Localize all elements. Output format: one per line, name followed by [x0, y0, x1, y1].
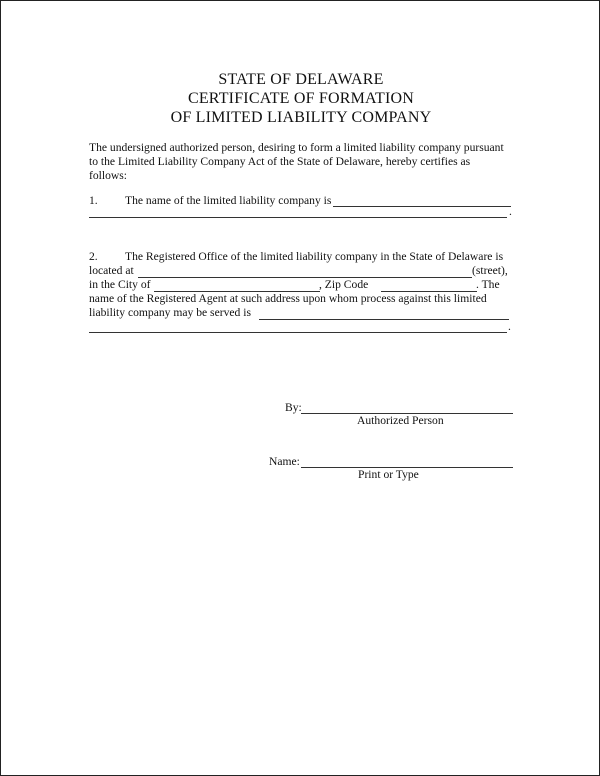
section-2-line-1: The Registered Office of the limited liability company in the State of Delaware is: [125, 250, 504, 263]
title-state: STATE OF DELAWARE: [218, 71, 384, 88]
the-label: . The: [476, 278, 500, 291]
section-1-end-period: .: [509, 205, 512, 218]
name-label: Name:: [269, 455, 300, 468]
in-city-label: in the City of: [89, 278, 151, 291]
located-at-label: located at: [89, 264, 134, 277]
street-field[interactable]: [138, 277, 472, 278]
section-2-line-4: name of the Registered Agent at such address upon whom process against this limited: [89, 292, 487, 305]
intro-line-2: to the Limited Liability Company Act of the State of Delaware, hereby certifies as: [89, 155, 471, 168]
intro-line-3: follows:: [89, 169, 128, 182]
by-label: By:: [285, 401, 302, 414]
intro-line-1: The undersigned authorized person, desiring to form a limited liability company pursuant: [89, 141, 504, 154]
zip-code-label: , Zip Code: [319, 278, 369, 291]
print-or-type-caption: Print or Type: [358, 468, 419, 481]
section-2-number: 2.: [89, 250, 98, 263]
authorized-person-caption: Authorized Person: [357, 414, 444, 427]
registered-agent-field-continued[interactable]: [89, 332, 507, 333]
llc-name-field-continued[interactable]: [89, 217, 507, 218]
street-label: (street),: [472, 264, 508, 277]
section-1-number: 1.: [89, 194, 98, 207]
section-1-text: The name of the limited liability company is: [125, 194, 332, 207]
title-certificate: CERTIFICATE OF FORMATION: [187, 90, 415, 107]
title-llc: OF LIMITED LIABILITY COMPANY: [170, 109, 432, 126]
section-2-end-period: .: [508, 320, 511, 333]
llc-name-field[interactable]: [333, 206, 511, 207]
section-2-line-5: liability company may be served is: [89, 306, 251, 319]
registered-agent-field[interactable]: [259, 319, 509, 320]
